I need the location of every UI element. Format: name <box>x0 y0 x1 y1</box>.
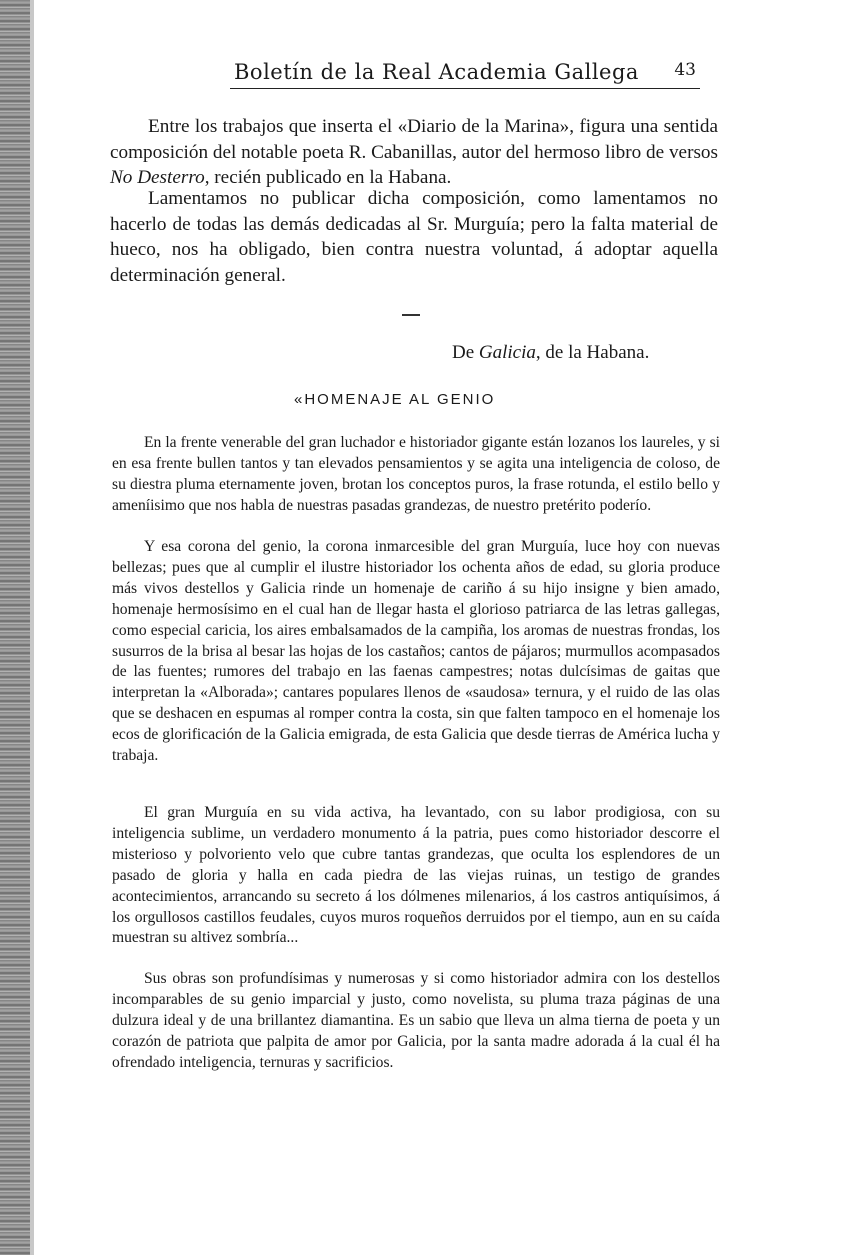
separator-dash <box>402 314 420 316</box>
source-name: Galicia <box>478 342 536 363</box>
book-title: No Desterro <box>110 167 205 188</box>
intro-paragraph-2: Lamentamos no publicar dicha composición, como lamentamos no hacerlo de todas las demás dedicadas al Sr. Murguía; pero la falta material de hueco, nos ha obligado, bien contra nuestra voluntad, á adoptar aquella determinación general. <box>110 188 718 286</box>
article-title: «HOMENAJE AL GENIO <box>294 391 496 408</box>
article-paragraph-4: Sus obras son profundísimas y numerosas y si como historiador admira con los destellos incomparables de su genio imparcial y justo, como novelista, su pluma traza páginas de una dulzura ideal y de una brillantez diamantina. Es un sabio que lleva un alma tierna de poeta y un corazón de patriota que palpita de amor por Galicia, por la santa madre adorada á la cual él ha ofrendado inteligencia, ternuras y sacrificios. <box>112 970 720 1071</box>
book-binding-edge <box>0 0 30 1255</box>
source-prefix: De <box>452 342 479 363</box>
intro-paragraph-1 <box>110 114 718 191</box>
intro-text-start: Entre los trabajos que inserta el «Diario de la Marina», figura una sentida composición del notable poeta R. Cabanillas, autor del hermoso libro de versos <box>110 116 718 163</box>
article-paragraph-1: En la frente venerable del gran luchador e historiador gigante están lozanos los laureles, y si en esa frente bullen tantos y tan elevados pensamientos y se agita una inteligencia de coloso, de su diestra pluma eternamente joven, brotan los conceptos puros, la frase rotunda, el estilo bello y ameníisimo que nos habla de nuestras pasadas grandezas, de nuestro pretérito poderío. <box>112 434 720 514</box>
article-paragraph-2: Y esa corona del genio, la corona inmarcesible del gran Murguía, luce hoy con nuevas bellezas; pues que al cumplir el ilustre historiador los ochenta años de edad, su gloria produce más vivos destellos y Galicia rinde un homenaje de cariño á su hijo insigne y bien amado, homenaje hermosísimo en el cual han de llegar hasta el glorioso patriarca de las letras gallegas, como especial caricia, los aires embalsamados de la campiña, los aromas de nuestras frondas, los susurros de la brisa al besar las hojas de los castaños; cantos de pájaros; murmullos acompasados de las fuentes; rumores del trabajo en las faenas campestres; notas dulcísimas de gaitas que interpretan la «Alborada»; cantares populares llenos de «saudosa» ternura, y el ruido de las olas que se deshacen en espumas al romper contra la costa, sin que falten tampoco en el homenaje los ecos de glorificación de la Galicia emigrada, de esta Galicia que desde tierras de América lucha y trabaja. <box>112 538 720 765</box>
running-header <box>230 58 700 89</box>
page-gutter <box>30 0 34 1255</box>
journal-title: Boletín de la Real Academia Gallega <box>234 60 639 84</box>
source-suffix: , de la Habana. <box>535 342 650 363</box>
source-attribution <box>452 342 649 364</box>
page-number: 43 <box>674 60 696 80</box>
article-paragraph-3: El gran Murguía en su vida activa, ha levantado, con su labor prodigiosa, con su inteligencia sublime, un verdadero monumento á la patria, pues como historiador descorre el misterioso y polvoriento velo que cubre tantas grandezas, que oculta los esplendores de un pasado de gloria y halla en cada piedra de las viejas ruinas, un testigo de grandes acontecimientos, arrancando su secreto á los dólmenes milenarios, á los castros antiquísimos, á los orgullosos castillos feudales, cuyos muros roqueños derruidos por el tiempo, aun en su caída muestran su altivez sombría... <box>112 804 720 947</box>
intro-text-end: , recién publicado en la Habana. <box>204 167 452 188</box>
